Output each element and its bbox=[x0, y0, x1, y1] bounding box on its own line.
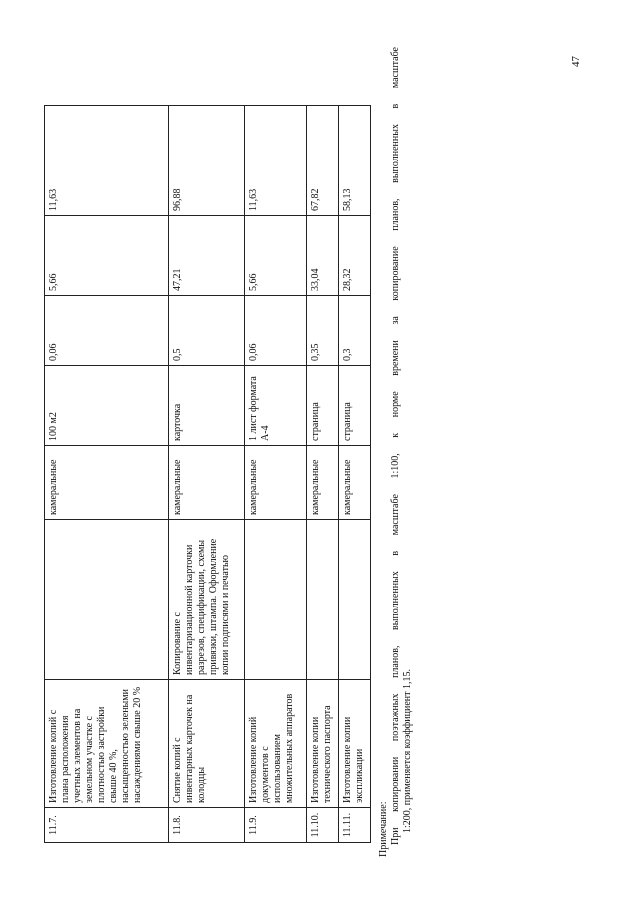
cost-1: 5,66 bbox=[45, 216, 169, 296]
table-row bbox=[245, 106, 307, 843]
work-type: камеральные bbox=[169, 446, 245, 520]
note-block bbox=[378, 47, 414, 857]
work-composition: Копирование с инвентаризационной карточки разрезов, спецификации, схемы привязки, штампа. Оформление копии подписями и печатью bbox=[169, 520, 245, 680]
row-number: 11.11. bbox=[339, 808, 371, 843]
cost-1: 28,32 bbox=[339, 216, 371, 296]
measure-unit: страница bbox=[307, 366, 339, 446]
work-type: камеральные bbox=[245, 446, 307, 520]
work-name: Изготовление копий документов с использованием множительных аппаратов bbox=[245, 680, 307, 808]
work-composition bbox=[339, 520, 371, 680]
cost-1: 5,66 bbox=[245, 216, 307, 296]
row-number: 11.8. bbox=[169, 808, 245, 843]
time-norm: 0,06 bbox=[45, 296, 169, 366]
measure-unit: 100 м2 bbox=[45, 366, 169, 446]
time-norm: 0,06 bbox=[245, 296, 307, 366]
work-composition bbox=[245, 520, 307, 680]
cost-1: 33,04 bbox=[307, 216, 339, 296]
measure-unit: карточка bbox=[169, 366, 245, 446]
table-row bbox=[45, 106, 169, 843]
measure-unit: страница bbox=[339, 366, 371, 446]
row-number: 11.10. bbox=[307, 808, 339, 843]
time-norm: 0,5 bbox=[169, 296, 245, 366]
work-composition bbox=[45, 520, 169, 680]
work-name: Снятие копий с инвентарных карточек на колодцы bbox=[169, 680, 245, 808]
time-norm: 0,3 bbox=[339, 296, 371, 366]
work-name: Изготовление копии экспликации bbox=[339, 680, 371, 808]
work-type: камеральные bbox=[307, 446, 339, 520]
cost-1: 47,21 bbox=[169, 216, 245, 296]
note-line-1: При копировании поэтажных планов, выполненных в масштабе 1:100, к норме времени за копирование планов, выполненных в масштабе bbox=[390, 47, 401, 845]
measure-unit: 1 лист формата А-4 bbox=[245, 366, 307, 446]
work-name: Изготовление копии технического паспорта bbox=[307, 680, 339, 808]
note-line-2: 1:200, применяется коэффициент 1,15. bbox=[402, 669, 413, 833]
cost-2: 11,63 bbox=[45, 106, 169, 216]
work-name: Изготовление копий с плана расположения учетных элементов на земельном участке с плотностью застройки свыше 40 %, насыщенностью зелеными насаждениями свыше 20 % bbox=[45, 680, 169, 808]
note-title: Примечание: bbox=[378, 801, 389, 857]
table-row bbox=[169, 106, 245, 843]
row-number: 11.7. bbox=[45, 808, 169, 843]
table-row bbox=[307, 106, 339, 843]
cost-2: 58,13 bbox=[339, 106, 371, 216]
work-composition bbox=[307, 520, 339, 680]
time-norm: 0,35 bbox=[307, 296, 339, 366]
cost-2: 96,88 bbox=[169, 106, 245, 216]
norms-table bbox=[44, 105, 371, 843]
row-number: 11.9. bbox=[245, 808, 307, 843]
cost-2: 11,63 bbox=[245, 106, 307, 216]
work-type: камеральные bbox=[45, 446, 169, 520]
cost-2: 67,82 bbox=[307, 106, 339, 216]
page-number: 47 bbox=[570, 56, 582, 67]
table-row bbox=[339, 106, 371, 843]
work-type: камеральные bbox=[339, 446, 371, 520]
